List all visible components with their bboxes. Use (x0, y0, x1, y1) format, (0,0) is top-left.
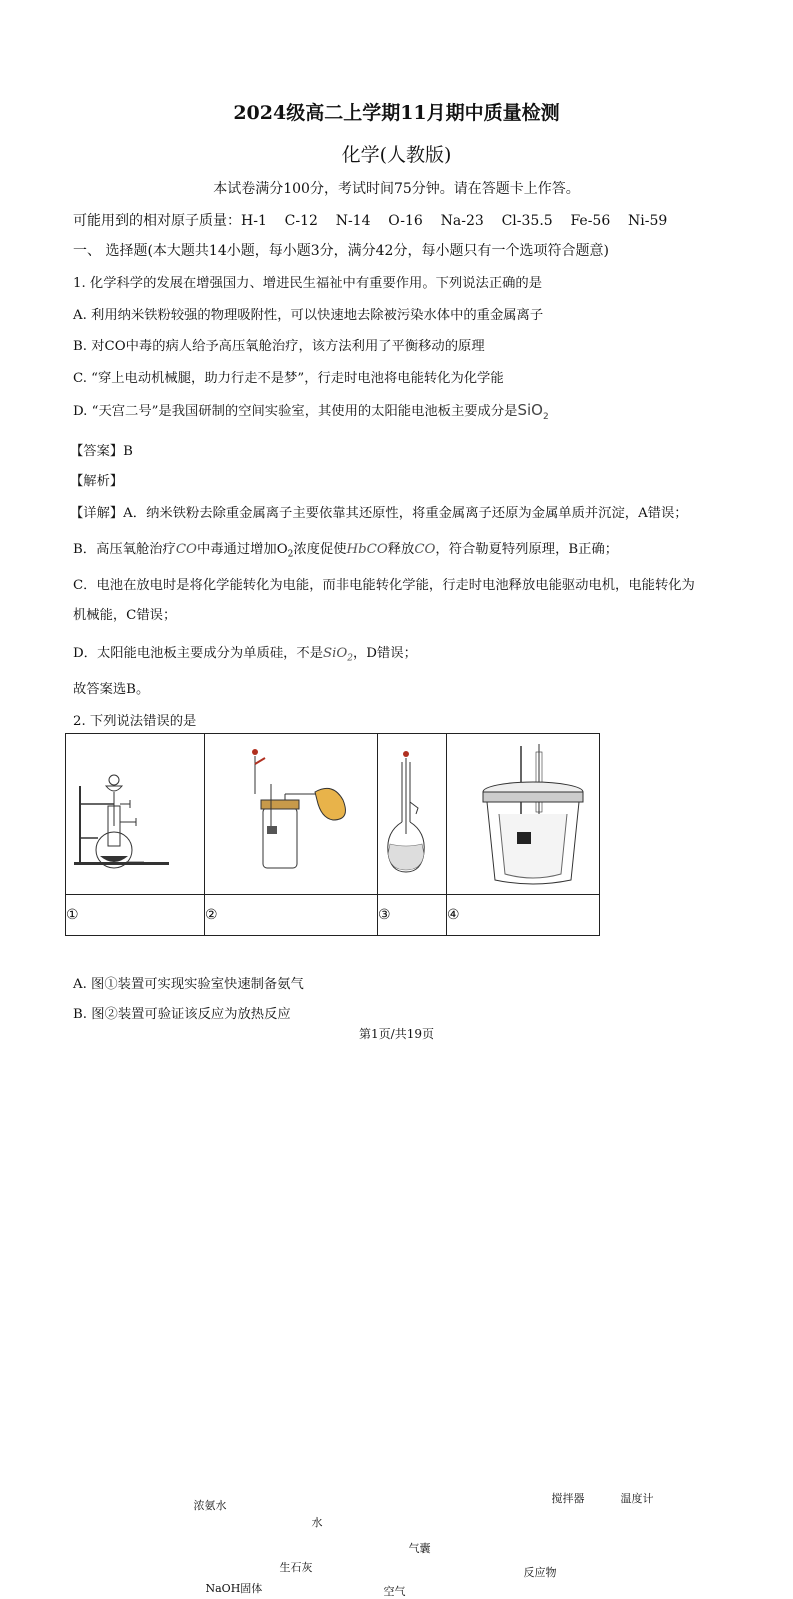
q1-detail-c-1: C．电池在放电时是将化学能转化为电能，而非电能转化学能，行走时电池释放电能驱动电机，电能转化为 (73, 578, 695, 593)
q1-stem: 1. 化学科学的发展在增强国力、增进民生福祉中有重要作用。下列说法正确的是 (73, 276, 543, 291)
fig2-label-air: 空气 (383, 1584, 406, 1598)
detail-d-formula-main: SiO (323, 646, 348, 661)
fig2-label-water: 水 (311, 1515, 323, 1529)
fig4-label-stirrer: 搅拌器 (551, 1491, 585, 1505)
o2-subscript: 2 (287, 549, 294, 560)
detail-b-text-3: 浓度促使 (293, 542, 347, 557)
detail-d-text-2: ，D错误； (353, 646, 417, 661)
cell-label-3: ③ (378, 895, 447, 936)
hbco-formula: HbCO (346, 542, 388, 557)
page-footer: 第1页/共19页 (359, 1027, 434, 1041)
q1-option-d-text: D. “天宫二号”是我国研制的空间实验室，其使用的太阳能电池板主要成分是 (73, 404, 518, 419)
q1-analysis-label: 【解析】 (70, 474, 124, 489)
fig4-label-thermometer: 温度计 (620, 1491, 654, 1505)
detail-d-formula-sub: 2 (347, 653, 354, 664)
apparatus-cell-4 (447, 734, 654, 1579)
detail-b-text-2: 中毒通过增加O (196, 542, 288, 557)
detail-b-text-4: 释放 (387, 542, 415, 557)
fig2-label-balloon: 气囊 (408, 1541, 431, 1555)
q1-detail-d (73, 642, 417, 664)
q1-option-b: B. 对CO中毒的病人给予高压氧舱治疗，该方法利用了平衡移动的原理 (73, 339, 485, 354)
q1-option-c: C. “穿上电动机械腿，助力行走不是梦”，行走时电池将电能转化为化学能 (73, 371, 504, 386)
fig4-label-reactant: 反应物 (523, 1565, 557, 1579)
q1-conclusion: 故答案选B。 (73, 682, 150, 697)
cell-label-2: ② (205, 895, 378, 936)
co-formula-2: CO (414, 542, 436, 557)
ammonia-apparatus-figure (66, 734, 204, 890)
page-title: 2024级高二上学期11月期中质量检测 (233, 102, 560, 124)
atomic-masses: 可能用到的相对原子质量：H-1 C-12 N-14 O-16 Na-23 Cl-35.5 Fe-56 Ni-59 (73, 213, 668, 229)
q2-option-b: B. 图②装置可验证该反应为放热反应 (73, 1007, 291, 1022)
detail-d-formula (323, 646, 354, 664)
cell-label-1: ① (66, 895, 205, 936)
q2-option-a: A. 图①装置可实现实验室快速制备氨气 (73, 977, 304, 992)
q1-detail-b (73, 538, 618, 560)
co-formula: CO (175, 542, 197, 557)
q1-option-d (73, 400, 549, 422)
calorimeter-figure (447, 734, 599, 890)
detail-d-text-1: D．太阳能电池板主要成分为单质硅，不是 (73, 646, 324, 661)
sio2-formula (517, 401, 549, 422)
volumetric-flask-figure (378, 734, 446, 890)
exam-info: 本试卷满分100分，考试时间75分钟。请在答题卡上作答。 (213, 181, 580, 197)
q1-detail-c-2: 机械能，C错误； (73, 608, 177, 623)
fig1-label-naoh: NaOH固体 (205, 1581, 263, 1595)
sio2-formula-sub: 2 (542, 412, 549, 422)
q1-option-a: A. 利用纳米铁粉较强的物理吸附性，可以快速地去除被污染水体中的重金属离子 (73, 308, 544, 323)
detail-b-text-1: B．高压氧舱治疗 (73, 542, 176, 557)
q1-answer: 【答案】B (70, 444, 133, 459)
sio2-formula-main: SiO (517, 401, 543, 419)
section-heading: 一、 选择题(本大题共14小题，每小题3分，满分42分，每小题只有一个选项符合题意) (73, 243, 609, 259)
cell-label-4: ④ (447, 895, 600, 936)
q2-stem: 2. 下列说法错误的是 (73, 714, 197, 729)
heat-apparatus-figure (205, 734, 377, 890)
apparatus-cell-3 (378, 734, 447, 895)
page-subtitle: 化学(人教版) (341, 144, 452, 166)
detail-b-text-5: ，符合勒夏特列原理，B正确； (435, 542, 619, 557)
fig2-label-lime: 生石灰 (279, 1560, 313, 1574)
q1-detail-a: 【详解】A．纳米铁粉去除重金属离子主要依靠其还原性，将重金属离子还原为金属单质并沉淀，A错误； (70, 506, 688, 521)
fig1-label-ammonia: 浓氨水 (193, 1498, 227, 1512)
